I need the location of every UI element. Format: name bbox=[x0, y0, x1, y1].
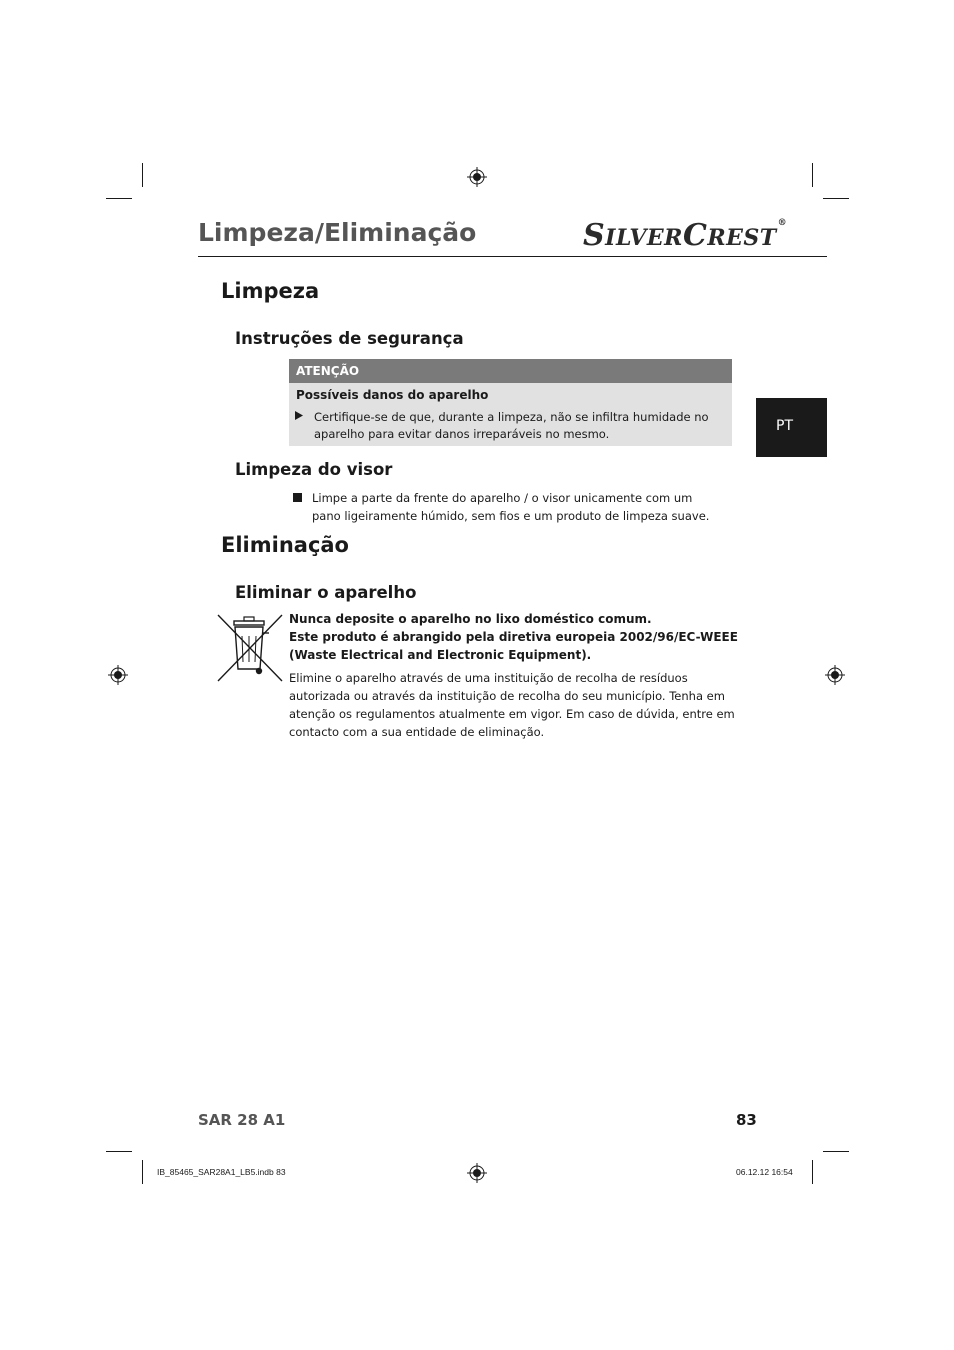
page-title: Limpeza/Eliminação bbox=[198, 218, 477, 247]
registration-mark-icon bbox=[825, 665, 845, 685]
display-cleaning-text: Limpe a parte da frente do aparelho / o visor unicamente com um pano ligeiramente húmido, sem fios e um produto de limpeza suave. bbox=[312, 491, 710, 523]
crop-mark bbox=[106, 1151, 132, 1152]
registration-mark-icon bbox=[467, 167, 487, 187]
crop-mark bbox=[823, 198, 849, 199]
crop-mark bbox=[812, 1160, 813, 1184]
page-number: 83 bbox=[736, 1111, 757, 1129]
crossed-out-wheelie-bin-icon bbox=[217, 614, 283, 682]
crop-mark bbox=[142, 1160, 143, 1184]
warning-label: ATENÇÃO bbox=[296, 364, 360, 378]
footer-model: SAR 28 A1 bbox=[198, 1111, 286, 1129]
crop-mark bbox=[812, 163, 813, 187]
slug-filename: IB_85465_SAR28A1_LB5.indb 83 bbox=[157, 1167, 286, 1177]
subsection-title-display: Limpeza do visor bbox=[235, 460, 393, 479]
disposal-text: Elimine o aparelho através de uma instituição de recolha de resíduos autorizada ou através da instituição de recolha do seu município. Tenha em atenção os regulamentos atualmente em vigor. Em caso de dúvida, entre em contacto com a sua entidade de eliminação. bbox=[289, 671, 735, 739]
header-rule bbox=[198, 256, 827, 257]
subsection-title-disposal: Eliminar o aparelho bbox=[235, 583, 417, 602]
section-title-eliminacao: Eliminação bbox=[221, 533, 349, 557]
warning-header bbox=[289, 359, 732, 383]
crop-mark bbox=[142, 163, 143, 187]
registration-mark-icon bbox=[108, 665, 128, 685]
slug-date: 06.12.12 16:54 bbox=[736, 1167, 793, 1177]
section-title-limpeza: Limpeza bbox=[221, 279, 320, 303]
weee-notice: Nunca deposite o aparelho no lixo doméstico comum. Este produto é abrangido pela diretiva europeia 2002/96/EC-WEEE (Waste Electrical and Electronic Equipment). bbox=[289, 612, 738, 662]
crop-mark bbox=[823, 1151, 849, 1152]
warning-text: Certifique-se de que, durante a limpeza, não se infiltra humidade no aparelho para evitar danos irreparáveis no mesmo. bbox=[314, 410, 709, 441]
language-tab: PT bbox=[756, 398, 827, 457]
square-bullet-icon bbox=[293, 493, 302, 502]
brand-logo: SILVERCREST® bbox=[583, 218, 788, 253]
arrow-right-icon bbox=[295, 411, 303, 420]
warning-subtitle: Possíveis danos do aparelho bbox=[296, 388, 489, 402]
registration-mark-icon bbox=[467, 1163, 487, 1183]
warning-body bbox=[289, 383, 732, 446]
crop-mark bbox=[106, 198, 132, 199]
subsection-title-safety: Instruções de segurança bbox=[235, 329, 464, 348]
